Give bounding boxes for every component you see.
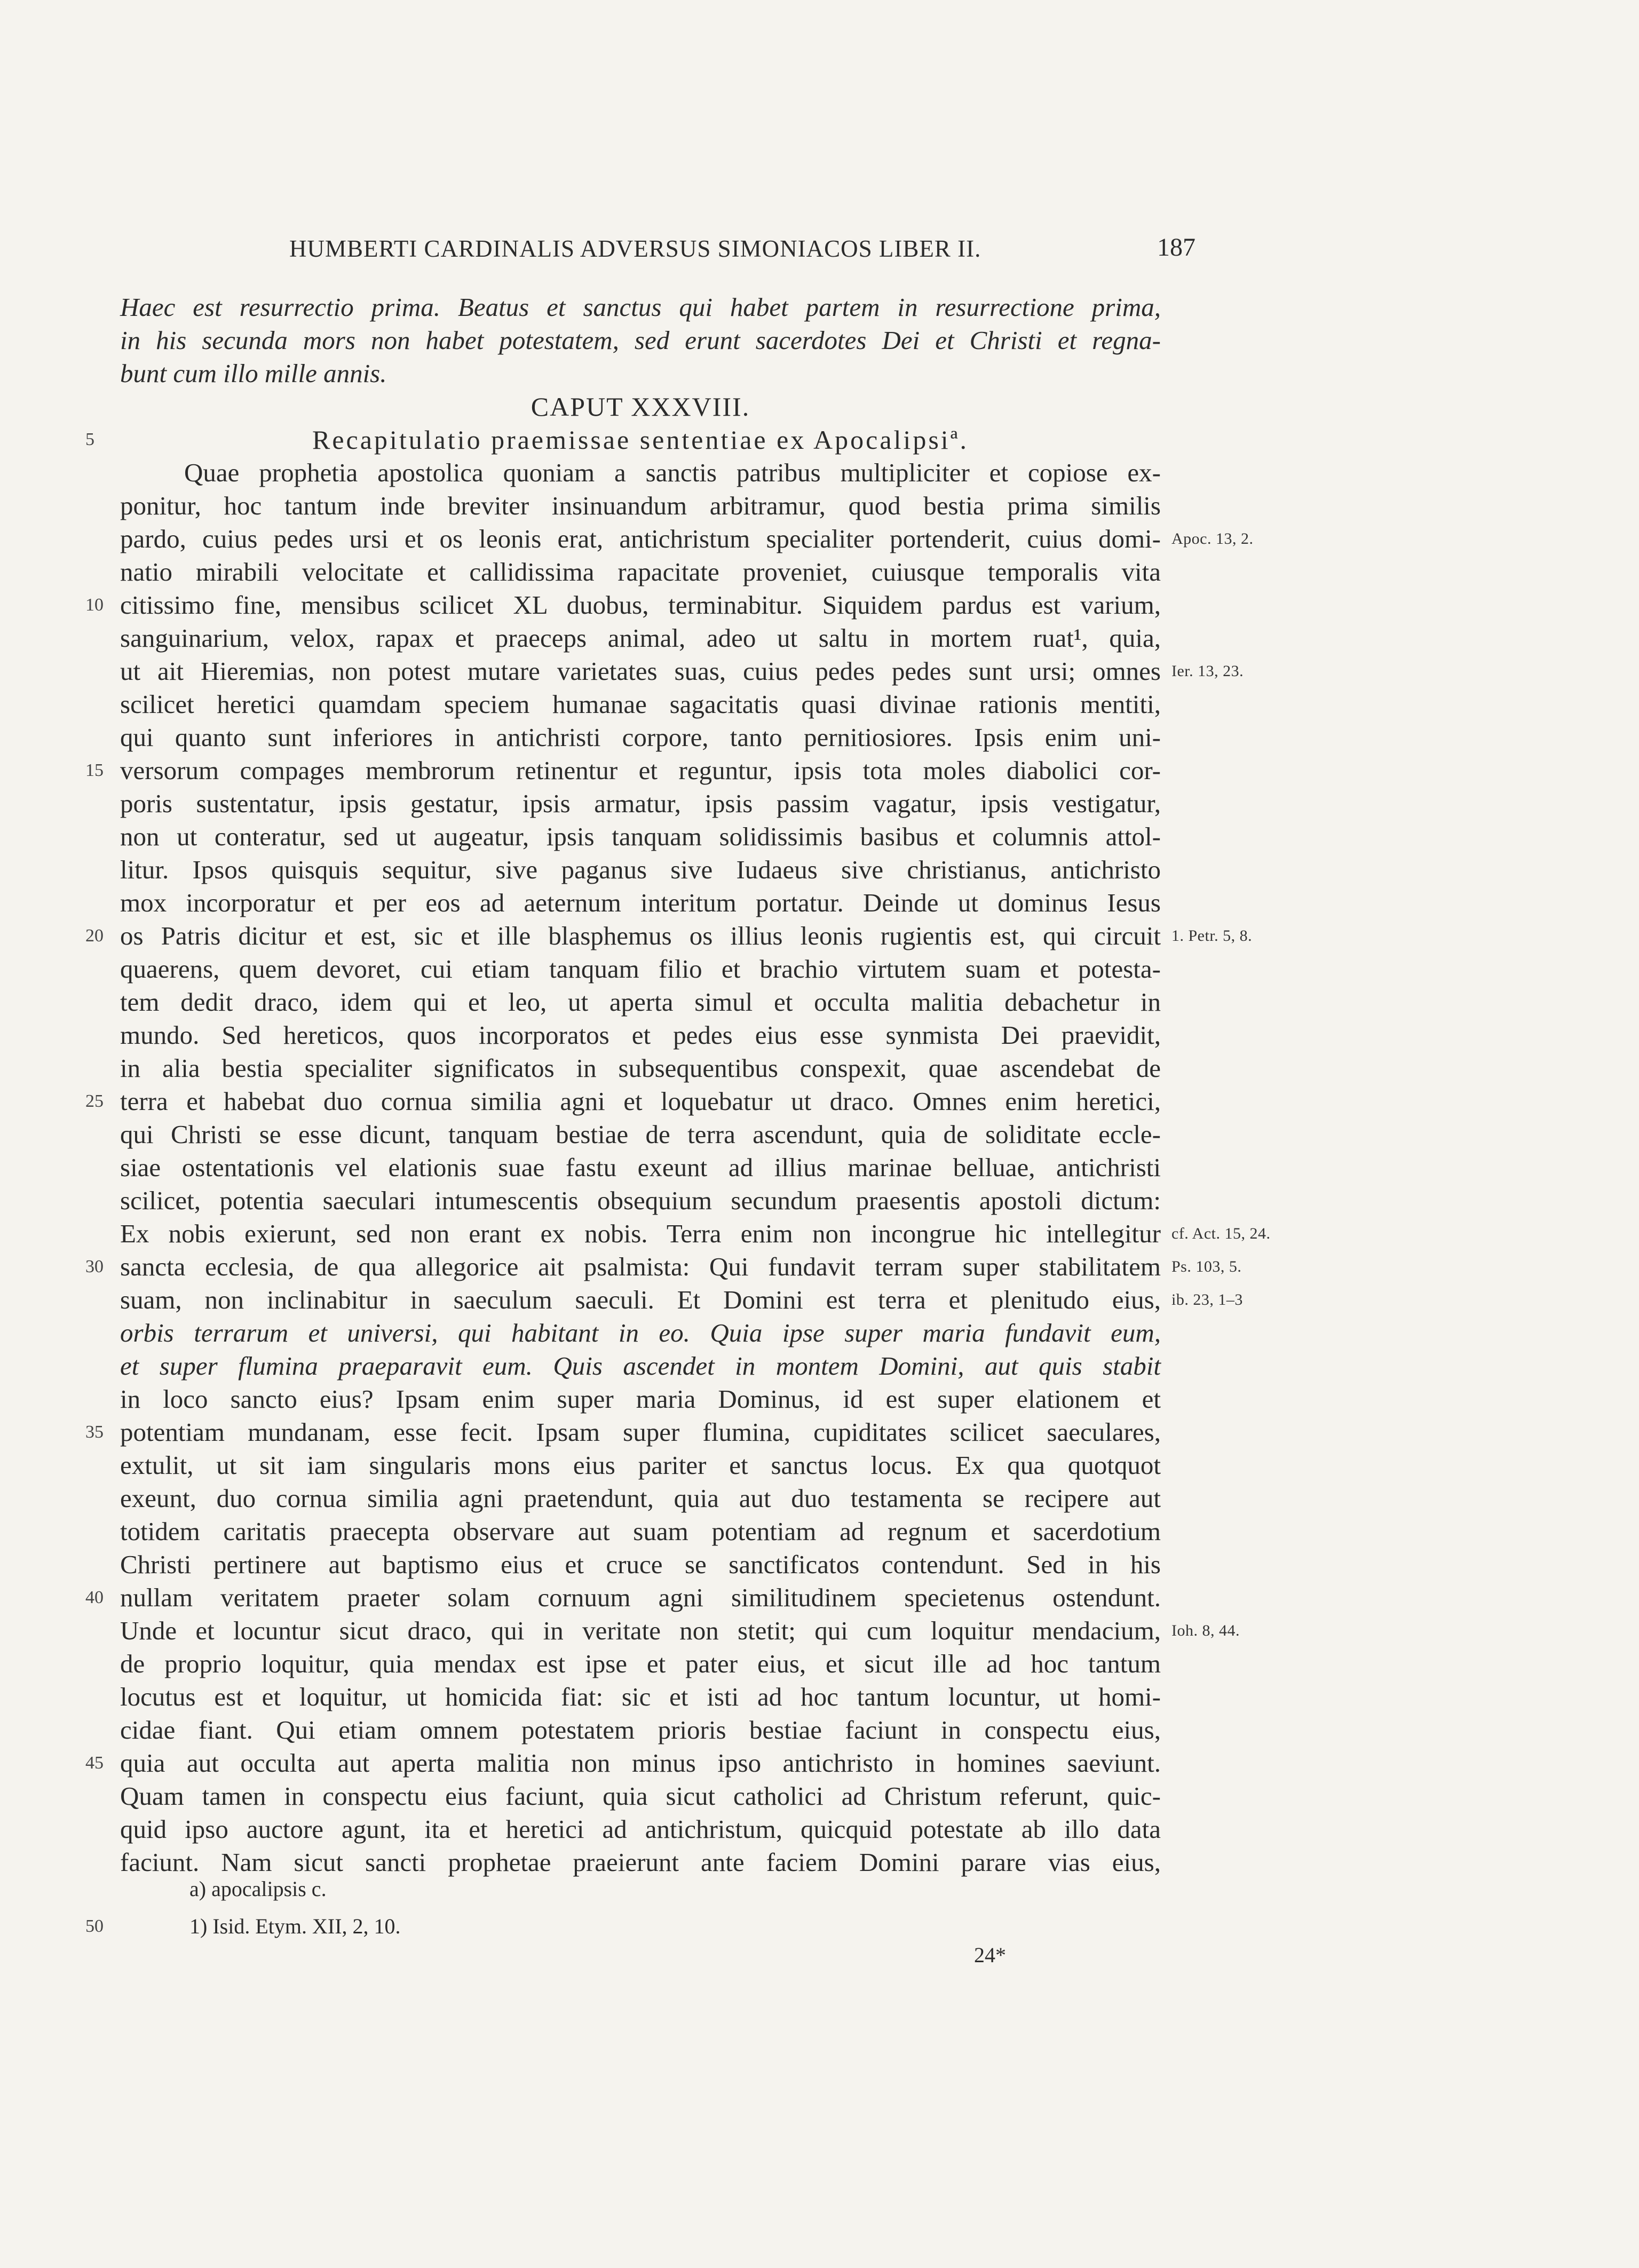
body-text: scilicet, potentia saeculari intumescentis obsequium secundum praesentis apostoli dictum:	[120, 1186, 1161, 1215]
text-line	[85, 1283, 1526, 1317]
main-text	[85, 291, 1526, 1879]
footnotes	[85, 1870, 1126, 1945]
page-number: 187	[1157, 233, 1195, 261]
line-number: 25	[85, 1091, 104, 1111]
body-text: locutus est et loquitur, ut homicida fiat: sic et isti ad hoc tantum locuntur, ut homi-	[120, 1682, 1161, 1711]
text-line	[85, 1747, 1526, 1780]
chapter-subtitle: Recapitulatio praemissae sententiae ex Apocalipsiª.	[312, 425, 969, 455]
text-line	[85, 1581, 1526, 1614]
text-line	[85, 986, 1526, 1019]
text-line	[85, 1614, 1526, 1647]
text-line	[85, 1449, 1526, 1482]
body-text: pardo, cuius pedes ursi et os leonis erat, antichristum specialiter portenderit, cuius domi-	[120, 524, 1161, 553]
body-text: mox incorporatur et per eos ad aeternum interitum portatur. Deinde ut dominus Iesus	[120, 888, 1161, 917]
margin-reference: ib. 23, 1–3	[1171, 1291, 1243, 1309]
text-line	[85, 787, 1526, 820]
text-line	[85, 1780, 1526, 1813]
body-text: nullam veritatem praeter solam cornuum agni similitudinem specietenus ostendunt.	[120, 1583, 1161, 1612]
text-line	[85, 357, 1526, 390]
body-text: et super flumina praeparavit eum. Quis ascendet in montem Domini, aut quis stabit	[120, 1351, 1161, 1381]
body-text: orbis terrarum et universi, qui habitant in eo. Quia ipse super maria fundavit eum,	[120, 1318, 1161, 1347]
text-line	[85, 919, 1526, 953]
text-line	[85, 1383, 1526, 1416]
body-text: cidae fiant. Qui etiam omnem potestatem prioris bestiae faciunt in conspectu eius,	[120, 1715, 1161, 1744]
body-text: quia aut occulta aut aperta malitia non minus ipso antichristo in homines saeviunt.	[120, 1748, 1161, 1778]
body-text: suam, non inclinabitur in saeculum saeculi. Et Domini est terra et plenitudo eius,	[120, 1285, 1161, 1314]
text-line	[85, 1714, 1526, 1747]
chapter-title: CAPUT XXXVIII.	[531, 392, 750, 422]
footnote-text: a) apocalipsis c.	[189, 1877, 327, 1901]
text-line	[85, 1548, 1526, 1581]
running-head: HUMBERTI CARDINALIS ADVERSUS SIMONIACOS LIBER II.	[289, 235, 981, 262]
body-text: extulit, ut sit iam singularis mons eius pariter et sanctus locus. Ex qua quotquot	[120, 1450, 1161, 1480]
text-line	[85, 1085, 1526, 1118]
body-text: quid ipso auctore agunt, ita et heretici ad antichristum, quicquid potestate ab illo data	[120, 1814, 1161, 1844]
body-text: in loco sancto eius? Ipsam enim super maria Dominus, id est super elationem et	[120, 1384, 1161, 1414]
text-line	[85, 1118, 1526, 1151]
text-line	[85, 1250, 1526, 1283]
footnote-text: 1) Isid. Etym. XII, 2, 10.	[189, 1914, 401, 1938]
line-number: 30	[85, 1257, 104, 1276]
body-text: natio mirabili velocitate et callidissima rapacitate proveniet, cuiusque temporalis vita	[120, 557, 1161, 586]
body-text: bunt cum illo mille annis.	[120, 359, 387, 388]
text-line	[85, 820, 1526, 853]
body-text: totidem caritatis praecepta observare aut suam potentiam ad regnum et sacerdotium	[120, 1517, 1161, 1546]
text-line	[85, 1482, 1526, 1515]
text-line	[85, 953, 1526, 986]
signature-mark: 24*	[974, 1943, 1006, 1967]
body-text: Quae prophetia apostolica quoniam a sanctis patribus multipliciter et copiose ex-	[184, 458, 1161, 487]
text-line	[85, 456, 1526, 489]
body-text: citissimo fine, mensibus scilicet XL duobus, terminabitur. Siquidem pardus est varium,	[120, 590, 1161, 620]
body-text: non ut conteratur, sed ut augeatur, ipsis tanquam solidissimis basibus et columnis attol-	[120, 822, 1161, 851]
text-line	[85, 291, 1526, 324]
body-text: mundo. Sed hereticos, quos incorporatos et pedes eius esse synmista Dei praevidit,	[120, 1020, 1161, 1050]
body-text: exeunt, duo cornua similia agni praetendunt, quia aut duo testamenta se recipere aut	[120, 1484, 1161, 1513]
text-line	[85, 1813, 1526, 1846]
text-line	[85, 1680, 1526, 1714]
line-number: 45	[85, 1753, 104, 1773]
body-text: Ex nobis exierunt, sed non erant ex nobis. Terra enim non incongrue hic intellegitur	[120, 1219, 1161, 1248]
margin-reference: Apoc. 13, 2.	[1171, 530, 1254, 548]
text-line	[85, 324, 1526, 357]
body-text: tem dedit draco, idem qui et leo, ut aperta simul et occulta malitia debachetur in	[120, 987, 1161, 1017]
text-line	[85, 522, 1526, 556]
body-text: potentiam mundanam, esse fecit. Ipsam super flumina, cupiditates scilicet saeculares,	[120, 1417, 1161, 1447]
line-number: 50	[85, 1916, 104, 1936]
text-line	[85, 556, 1526, 589]
text-line	[85, 1317, 1526, 1350]
line-number: 10	[85, 595, 104, 615]
text-line	[85, 589, 1526, 622]
margin-reference: 1. Petr. 5, 8.	[1171, 927, 1253, 945]
text-line	[85, 853, 1526, 886]
text-line	[85, 1416, 1526, 1449]
margin-reference: Ier. 13, 23.	[1171, 662, 1244, 680]
text-line	[85, 721, 1526, 754]
body-text: litur. Ipsos quisquis sequitur, sive paganus sive Iudaeus sive christianus, antichristo	[120, 855, 1161, 884]
body-text: sanguinarium, velox, rapax et praeceps animal, adeo ut saltu in mortem ruat¹, quia,	[120, 623, 1161, 653]
body-text: quaerens, quem devoret, cui etiam tanquam filio et brachio virtutem suam et potesta-	[120, 954, 1161, 984]
body-text: scilicet heretici quamdam speciem humanae sagacitatis quasi divinae rationis mentiti,	[120, 689, 1161, 719]
body-text: Haec est resurrectio prima. Beatus et sanctus qui habet partem in resurrectione prima,	[120, 292, 1161, 322]
line-number: 20	[85, 926, 104, 946]
body-text: os Patris dicitur et est, sic et ille blasphemus os illius leonis rugientis est, qui circuit	[120, 921, 1161, 950]
body-text: sancta ecclesia, de qua allegorice ait psalmista: Qui fundavit terram super stabilitatem	[120, 1252, 1161, 1281]
body-text: in alia bestia specialiter significatos in subsequentibus conspexit, quae ascendebat de	[120, 1053, 1161, 1083]
text-line	[85, 688, 1526, 721]
body-text: faciunt. Nam sicut sancti prophetae praeierunt ante faciem Domini parare vias eius,	[120, 1847, 1161, 1877]
body-text: terra et habebat duo cornua similia agni et loquebatur ut draco. Omnes enim heretici,	[120, 1087, 1161, 1116]
text-line	[85, 1515, 1526, 1548]
text-line	[85, 1019, 1526, 1052]
line-number: 5	[85, 430, 94, 449]
text-line	[85, 886, 1526, 919]
body-text: siae ostentationis vel elationis suae fastu exeunt ad illius marinae belluae, antichristi	[120, 1153, 1161, 1182]
text-line	[85, 622, 1526, 655]
body-text: versorum compages membrorum retinentur et reguntur, ipsis tota moles diabolici cor-	[120, 756, 1161, 785]
body-text: ut ait Hieremias, non potest mutare varietates suas, cuius pedes pedes sunt ursi; omnes	[120, 656, 1161, 686]
text-line	[85, 489, 1526, 522]
text-line	[85, 1151, 1526, 1184]
text-line	[85, 390, 1526, 423]
body-text: de proprio loquitur, quia mendax est ipse et pater eius, et sicut ille ad hoc tantum	[120, 1649, 1161, 1678]
text-line	[85, 1184, 1526, 1217]
text-line	[85, 423, 1526, 456]
text-line	[85, 754, 1526, 787]
line-number: 35	[85, 1422, 104, 1442]
line-number: 40	[85, 1588, 104, 1607]
body-text: qui quanto sunt inferiores in antichristi corpore, tanto pernitiosiores. Ipsis enim uni-	[120, 723, 1161, 752]
text-line	[85, 1647, 1526, 1680]
margin-reference: Ioh. 8, 44.	[1171, 1622, 1240, 1639]
line-number: 15	[85, 760, 104, 780]
text-line	[85, 1217, 1526, 1250]
margin-reference: Ps. 103, 5.	[1171, 1258, 1242, 1275]
footnote	[85, 1908, 1126, 1945]
body-text: poris sustentatur, ipsis gestatur, ipsis armatur, ipsis passim vagatur, ipsis vestigatur,	[120, 789, 1161, 818]
margin-reference: cf. Act. 15, 24.	[1171, 1225, 1271, 1242]
body-text: ponitur, hoc tantum inde breviter insinuandum arbitramur, quod bestia prima similis	[120, 491, 1161, 520]
body-text: Quam tamen in conspectu eius faciunt, quia sicut catholici ad Christum referunt, quic-	[120, 1781, 1161, 1811]
body-text: in his secunda mors non habet potestatem, sed erunt sacerdotes Dei et Christi et regna-	[120, 326, 1161, 355]
body-text: Unde et locuntur sicut draco, qui in veritate non stetit; qui cum loquitur mendacium,	[120, 1616, 1161, 1645]
text-line	[85, 1350, 1526, 1383]
text-line	[85, 1052, 1526, 1085]
footnote	[85, 1870, 1126, 1908]
body-text: Christi pertinere aut baptismo eius et cruce se sanctificatos contendunt. Sed in his	[120, 1550, 1161, 1579]
body-text: qui Christi se esse dicunt, tanquam bestiae de terra ascendunt, quia de soliditate eccle-	[120, 1120, 1161, 1149]
text-line	[85, 655, 1526, 688]
